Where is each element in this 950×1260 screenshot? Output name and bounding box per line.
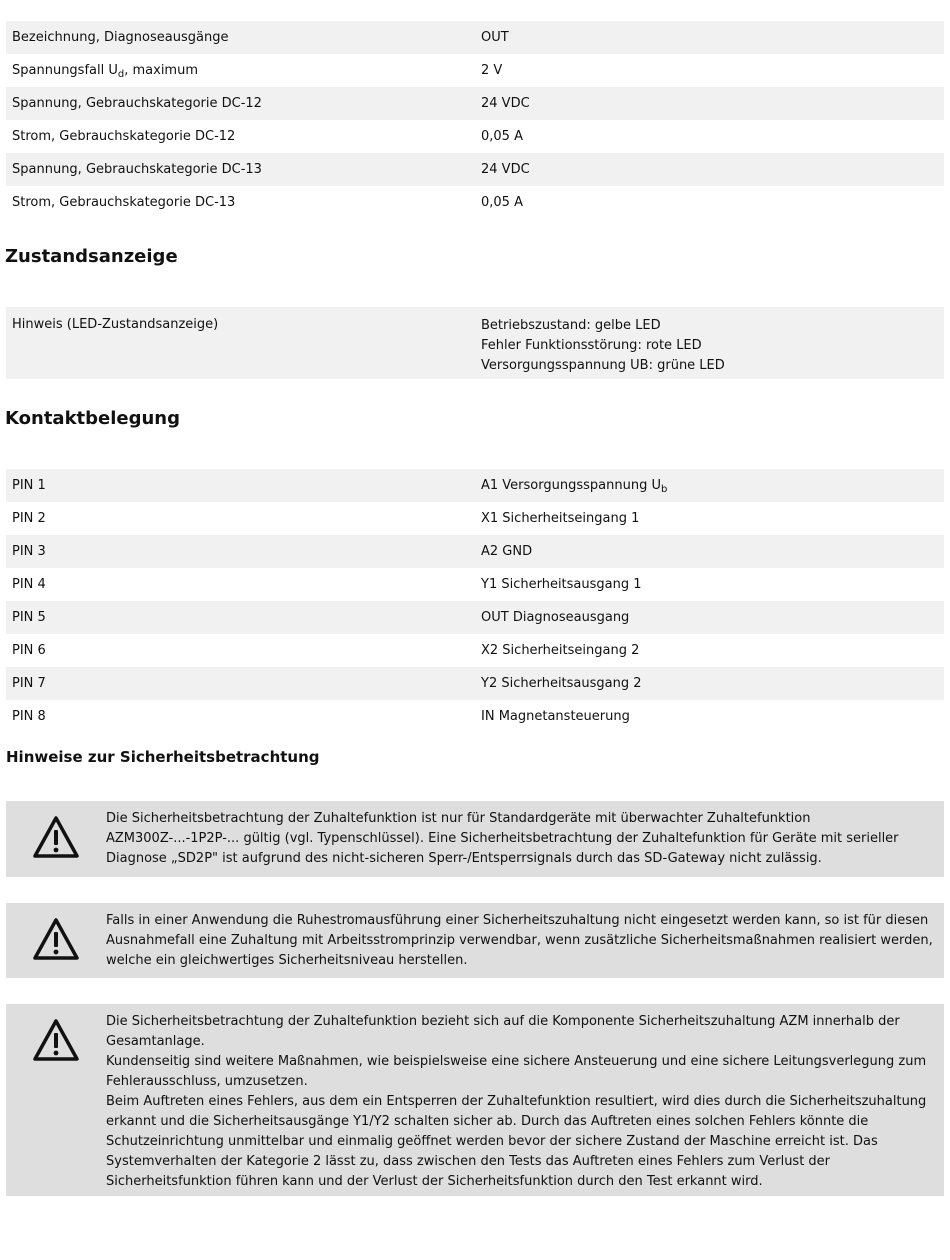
zustandsanzeige-heading: Zustandsanzeige	[5, 246, 178, 267]
safety-note	[6, 801, 944, 877]
pin-assignment-table	[6, 469, 944, 733]
table-row	[6, 87, 944, 120]
led-line-red: Fehler Funktionsstörung: rote LED	[481, 338, 702, 353]
table-row	[6, 186, 944, 219]
row-value: 2 V	[481, 63, 503, 78]
pin-function: OUT Diagnoseausgang	[481, 610, 630, 625]
pin-function: Y2 Sicherheitsausgang 2	[481, 676, 642, 691]
row-key: Bezeichnung, Diagnoseausgänge	[12, 30, 229, 45]
safety-note	[6, 1004, 944, 1196]
row-key: Strom, Gebrauchskategorie DC-13	[12, 195, 236, 210]
table-row	[6, 469, 944, 502]
pin-label: PIN 2	[12, 511, 46, 526]
pin-label: PIN 7	[12, 676, 46, 691]
pin-label: PIN 1	[12, 478, 46, 493]
row-key: Strom, Gebrauchskategorie DC-12	[12, 129, 236, 144]
row-value: 24 VDC	[481, 162, 530, 177]
row-key: Spannung, Gebrauchskategorie DC-12	[12, 96, 262, 111]
row-value: 0,05 A	[481, 129, 523, 144]
pin-label: PIN 8	[12, 709, 46, 724]
pin-function: X1 Sicherheitseingang 1	[481, 511, 640, 526]
pin-function: A2 GND	[481, 544, 533, 559]
pin-function: X2 Sicherheitseingang 2	[481, 643, 640, 658]
led-line-green: Versorgungsspannung UB: grüne LED	[481, 358, 725, 373]
pin-function: Y1 Sicherheitsausgang 1	[481, 577, 642, 592]
row-key: Spannung, Gebrauchskategorie DC-13	[12, 162, 262, 177]
row-key: Spannungsfall $U_d$, maximum	[12, 63, 199, 80]
pin-function: A1 Versorgungsspannung $U_b$	[481, 478, 668, 495]
table-row	[6, 153, 944, 186]
safety-notes-heading: Hinweise zur Sicherheitsbetrachtung	[6, 748, 320, 766]
table-row	[6, 21, 944, 54]
row-value	[475, 307, 944, 379]
diagnostic-outputs-table	[6, 21, 944, 219]
row-key: Hinweis (LED-Zustandsanzeige)	[12, 317, 219, 332]
table-row	[6, 634, 944, 667]
table-row	[6, 568, 944, 601]
table-row	[6, 535, 944, 568]
led-line-yellow: Betriebszustand: gelbe LED	[481, 318, 661, 333]
warning-triangle-icon	[6, 801, 106, 877]
row-value: 24 VDC	[481, 96, 530, 111]
safety-note-text: Die Sicherheitsbetrachtung der Zuhaltefunktion bezieht sich auf die Komponente Sicherheitszuhaltung AZM innerhalb der Gesamtanlage. Kundenseitig sind weitere Maßnahmen, wie beispielsweise eine sichere Ansteuerung und eine sichere Leitungsverlegung zum Fehlerausschluss, umzusetzen. Beim Auftreten eines Fehlers, aus dem ein Entsperren der Zuhaltefunktion resultiert, wird dies durch die Sicherheitszuhaltung erkannt und die Sicherheitsausgänge Y1/Y2 schalten sicher ab. Durch das Auftreten eines solchen Fehlers könnte die Schutzeinrichtung unmittelbar und einmalig geöffnet werden bevor der sichere Zustand der Maschine erreicht ist. Das Systemverhalten der Kategorie 2 lässt zu, dass zwischen den Tests das Auftreten eines Fehlers zum Verlust der Sicherheitsfunktion führen kann und der Verlust der Sicherheitsfunktion durch den Test erkannt wird.	[106, 1014, 927, 1189]
safety-note	[6, 903, 944, 978]
table-row	[6, 120, 944, 153]
safety-note-text: Die Sicherheitsbetrachtung der Zuhaltefunktion ist nur für Standardgeräte mit überwachter Zuhaltefunktion AZM300Z-...-1P2P-... gültig (vgl. Typenschlüssel). Eine Sicherheitsbetrachtung der Zuhaltefunktion für Geräte mit serieller Diagnose „SD2P" ist aufgrund des nicht-sicheren Sperr-/Entsperrsignals durch das SD-Gateway nicht zulässig.	[106, 811, 899, 866]
warning-triangle-icon	[6, 903, 106, 978]
table-row	[6, 502, 944, 535]
pin-function: IN Magnetansteuerung	[481, 709, 630, 724]
pin-label: PIN 3	[12, 544, 46, 559]
table-row	[6, 667, 944, 700]
pin-label: PIN 5	[12, 610, 46, 625]
table-row	[6, 601, 944, 634]
table-row	[6, 700, 944, 733]
warning-triangle-icon	[6, 1004, 106, 1196]
led-status-row	[6, 307, 944, 379]
pin-label: PIN 4	[12, 577, 46, 592]
row-value: OUT	[481, 30, 509, 45]
safety-note-text: Falls in einer Anwendung die Ruhestromausführung einer Sicherheitszuhaltung nicht eingesetzt werden kann, so ist für diesen Ausnahmefall eine Zuhaltung mit Arbeitsstromprinzip verwendbar, wenn zusätzliche Sicherheitsmaßnahmen realisiert werden, welche ein gleichwertiges Sicherheitsniveau herstellen.	[106, 913, 933, 968]
table-row	[6, 54, 944, 87]
row-value: 0,05 A	[481, 195, 523, 210]
kontaktbelegung-heading: Kontaktbelegung	[5, 408, 181, 429]
pin-label: PIN 6	[12, 643, 46, 658]
